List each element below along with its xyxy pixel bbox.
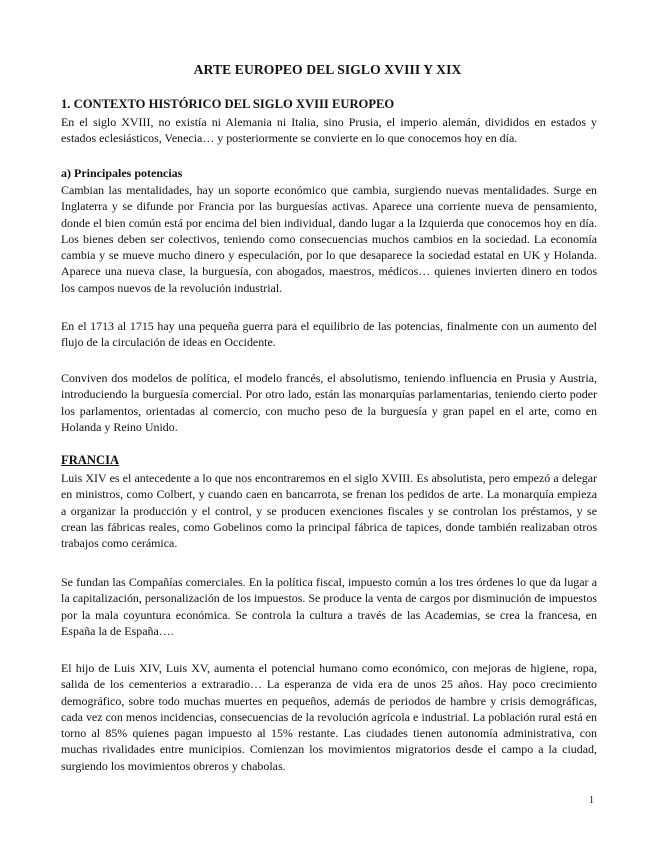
section-1-intro: En el siglo XVIII, no existía ni Alemania ni Italia, sino Prusia, el imperio alemán, divididos en estados y estados eclesiásticos, Venecia… y posteriormente se convierte en lo que conocemos hoy en día. <box>61 115 597 146</box>
document-title: ARTE EUROPEO DEL SIGLO XVIII Y XIX <box>193 62 462 77</box>
paragraph-modelos-politica: Conviven dos modelos de política, el modelo francés, el absolutismo, teniendo influencia en Prusia y Austria, introduciendo la burguesía comercial. Por otro lado, están las monarquías parlamentarias, teniendo cierto poder los parlamentos, orientadas al comercio, con mucho peso de la burguesía y gran papel en el arte, como en Holanda y Reino Unido. <box>61 371 597 434</box>
paragraph-companias: Se fundan las Compañías comerciales. En la política fiscal, impuesto común a los tres órdenes lo que da lugar a la capitalización, personalización de los impuestos. Se produce la venta de cargos por disminución de impuestos por la mala coyuntura económica. Se controla la cultura a través de las Academias, se crea la francesa, en España la de España…. <box>61 575 597 638</box>
subsection-a-heading: a) Principales potencias <box>61 166 183 180</box>
paragraph-luis-xv: El hijo de Luis XIV, Luis XV, aumenta el potencial humano como económico, con mejoras de higiene, ropa, salida de los cementerios a extraradio… La esperanza de vida era de unos 25 años. Hay poco crecimiento demográfico, sobre todo muchas muertes en pequeños, además de periodos de hambre y crisis demográficas, cada vez con menos incidencias, consecuencias de la revolución agrícola e industrial. La población rural está en torno al 85% quienes pagan impuesto al 15% restante. Las ciudades tienen autonomía administrativa, con muchas rivalidades entre municipios. Comienzan los movimientos migratorios desde el campo a la ciudad, surgiendo los movimientos obreros y chabolas. <box>61 661 597 773</box>
section-1-heading: 1. CONTEXTO HISTÓRICO DEL SIGLO XVIII EUROPEO <box>61 97 395 111</box>
paragraph-luis-xiv: Luis XIV es el antecedente a lo que nos encontraremos en el siglo XVIII. Es absolutista, pero empezó a delegar en ministros, como Colbert, y cuando caen en bancarrota, se frenan los pedidos de arte. La monarquía empieza a organizar la producción y el control, y se producen exenciones fiscales y se controlan los préstamos, y se crean las fábricas reales, como Gobelinos como la principal fábrica de tapices, donde también realizaban otros trabajos como cerámica. <box>61 471 597 551</box>
page-number: 1 <box>589 795 594 806</box>
francia-heading: FRANCIA <box>61 453 120 467</box>
paragraph-mentalidades: Cambian las mentalidades, hay un soporte económico que cambia, surgiendo nuevas mentalidades. Surge en Inglaterra y se difunde por Francia por las burguesías activas. Aparece una corriente nueva de pensamiento, donde el bien común está por encima del bien individual, dando lugar a la Izquierda que conocemos hoy en día. Los bienes deben ser colectivos, teniendo como consecuencias muchos cambios en la sociedad. La economía cambia y se mueve mucho dinero y especulación, por lo que desaparece la sociedad estatal en UK y Holanda. Aparece una nueva clase, la burguesía, con abogados, maestros, médicos… quienes invierten dinero en todos los campos nuevos de la revolución industrial. <box>61 183 597 295</box>
paragraph-guerra: En el 1713 al 1715 hay una pequeña guerra para el equilibrio de las potencias, finalmente con un aumento del flujo de la circulación de ideas en Occidente. <box>61 319 597 350</box>
